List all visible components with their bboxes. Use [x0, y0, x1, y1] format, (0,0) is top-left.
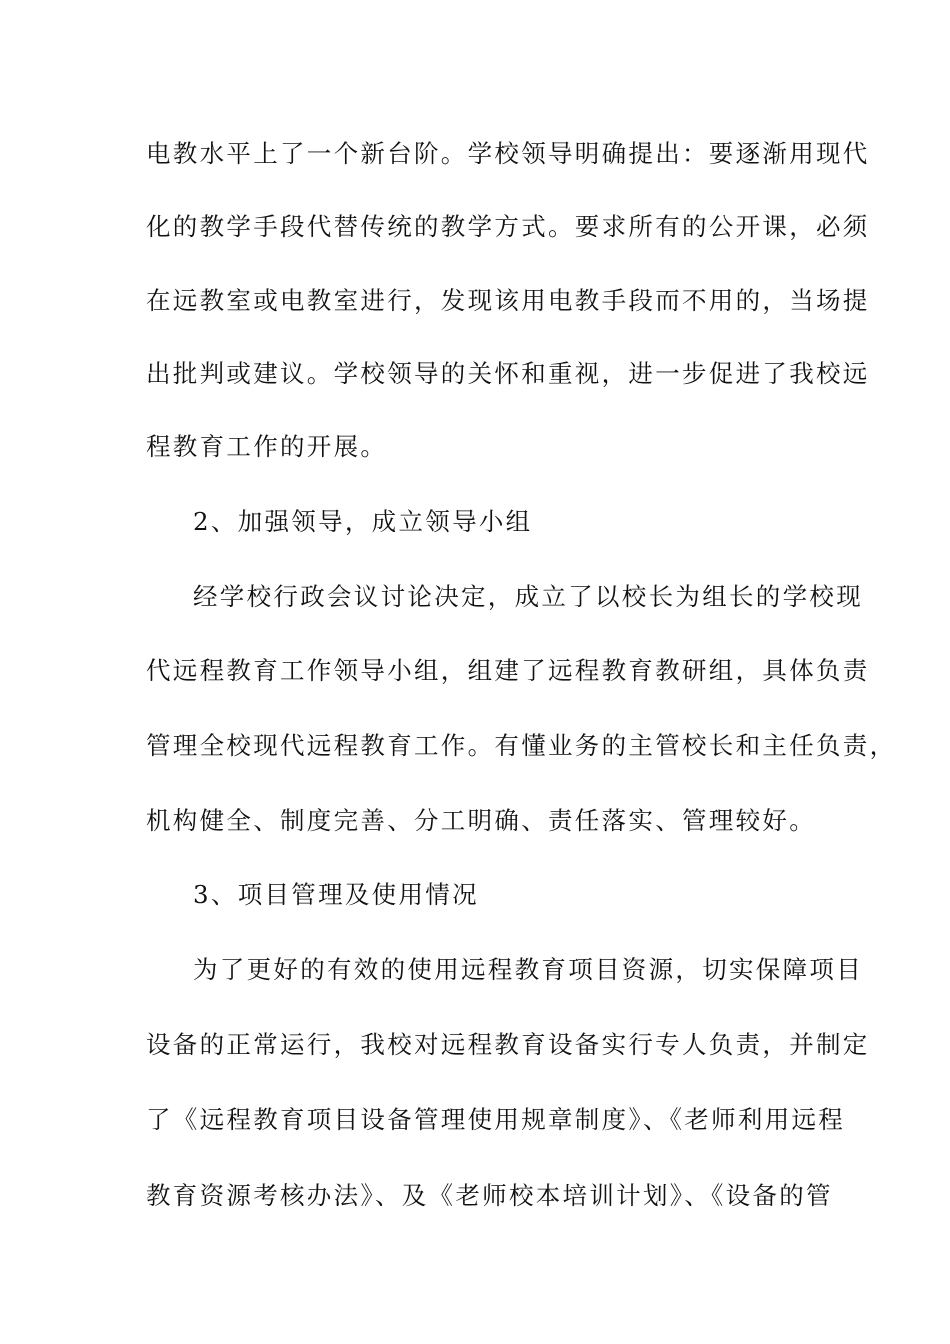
- paragraph-line: 化的教学手段代替传统的教学方式。要求所有的公开课，必须: [146, 212, 870, 241]
- paragraph-line: 经学校行政会议讨论决定，成立了以校长为组长的学校现: [193, 582, 863, 611]
- paragraph-line: 教育资源考核办法》、及《老师校本培训计划》、《设备的管: [146, 1181, 833, 1210]
- section-heading: 3、项目管理及使用情况: [193, 880, 479, 909]
- paragraph-line: 了《远程教育项目设备管理使用规章制度》、《老师利用远程: [146, 1105, 846, 1134]
- paragraph-line: 机构健全、制度完善、分工明确、责任落实、管理较好。: [146, 806, 816, 835]
- paragraph-line: 程教育工作的开展。: [146, 432, 388, 461]
- paragraph-line: 在远教室或电教室进行，发现该用电教手段而不用的，当场提: [146, 286, 870, 315]
- paragraph-line: 管理全校现代远程教育工作。有懂业务的主管校长和主任负责，: [146, 731, 897, 760]
- paragraph-line: 出批判或建议。学校领导的关怀和重视，进一步促进了我校远: [146, 359, 870, 388]
- paragraph-line: 设备的正常运行，我校对远程教育设备实行专人负责，并制定: [146, 1030, 870, 1059]
- paragraph-line: 电教水平上了一个新台阶。学校领导明确提出：要逐渐用现代: [146, 139, 870, 168]
- paragraph-line: 代远程教育工作领导小组，组建了远程教育教研组，具体负责: [146, 656, 870, 685]
- section-heading: 2、加强领导，成立领导小组: [193, 507, 533, 536]
- paragraph-line: 为了更好的有效的使用远程教育项目资源，切实保障项目: [193, 955, 863, 984]
